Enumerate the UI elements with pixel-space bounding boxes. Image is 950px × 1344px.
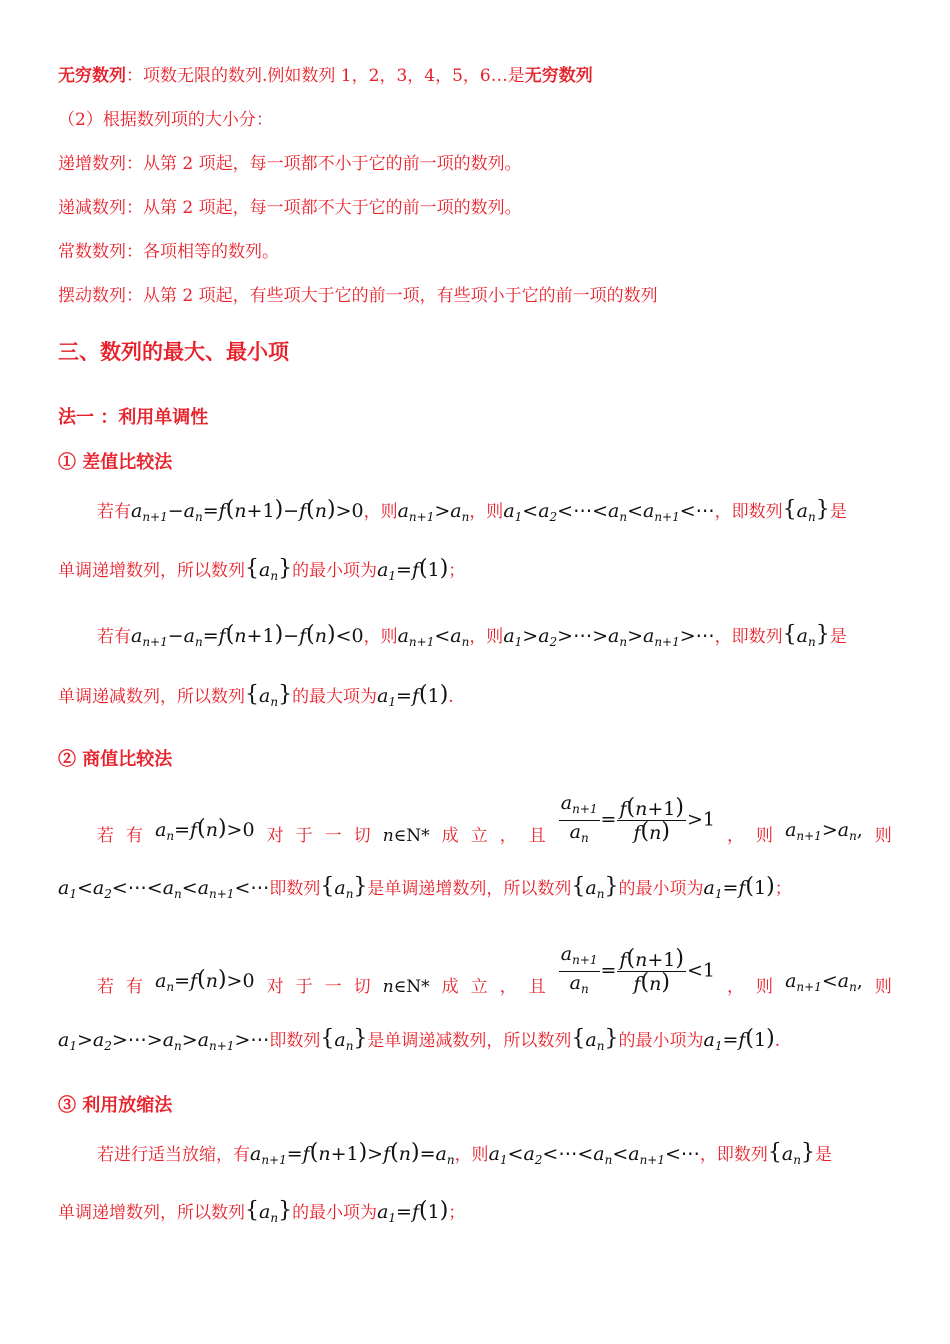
formula-decreasing-chain: $a_1>a_2>\cdots>a_n>a_{n+1}>\cdots$ — [503, 625, 715, 649]
formula-scaling: $a_{n+1}=f(n+1)>f(n)=a_n$ — [250, 1140, 455, 1167]
scaling-line2: 单调递增数列，所以数列$\{a_n\}$的最小项为$a_1=f(1)$； — [58, 1198, 466, 1225]
infinite-sequence-line — [58, 64, 892, 88]
formula-diff-neg: $a_{n+1}-a_n=f(n+1)-f(n)<0$ — [131, 622, 364, 649]
quotient-decreasing-line2: $a_1>a_2>\cdots>a_n>a_{n+1}>\cdots$即数列$\{a_n\}$是单调递减数列，所以数列$\{a_n\}$的最小项为$a_1=f(1)$. — [58, 1026, 781, 1053]
classify-by-size: （2）根据数列项的大小分： — [58, 110, 273, 130]
infinite-sequence-def: ：项数无限的数列.例如数列 1，2，3，4，5，6…是 — [126, 66, 525, 86]
formula-ratio-gt-1: $\frac{a_{n+1}}{a_n}$ = $\frac{f(n+1)}{f(n)}$ >1 — [560, 792, 715, 845]
decreasing-sequence-def: 递减数列：从第 2 项起，每一项都不大于它的前一项的数列。 — [58, 198, 522, 218]
quotient-increasing-line2: $a_1<a_2<\cdots<a_n<a_{n+1}<\cdots$即数列$\{a_n\}$是单调递增数列，所以数列$\{a_n\}$的最小项为$a_1=f(1)$； — [58, 874, 792, 901]
subsection-quotient: ② 商值比较法 — [58, 749, 173, 770]
formula-an-positive: $a_n=f(n)>0$ — [155, 816, 255, 843]
difference-increasing-line2: 单调递增数列，所以数列$\{a_n\}$的最小项为$a_1=f(1)$； — [58, 556, 466, 583]
oscillating-sequence-def: 摆动数列：从第 2 项起，有些项大于它的前一项，有些项小于它的前一项的数列 — [58, 286, 658, 306]
method-title: 法一 ：利用单调性 — [58, 407, 209, 428]
subsection-scaling: ③ 利用放缩法 — [58, 1095, 173, 1116]
formula-ratio-lt-1: $\frac{a_{n+1}}{a_n}$ = $\frac{f(n+1)}{f(n)}$ <1 — [560, 943, 715, 996]
increasing-sequence-def: 递增数列：从第 2 项起，每一项都不小于它的前一项的数列。 — [58, 154, 522, 174]
formula-increasing-chain: $a_1<a_2<\cdots<a_n<a_{n+1}<\cdots$ — [503, 500, 715, 524]
subsection-difference: ① 差值比较法 — [58, 452, 173, 473]
difference-increasing-line1: 若有$a_{n+1}-a_n=f(n+1)-f(n)>0$，则$a_{n+1}>a_n$，则$a_1<a_2<\cdots<a_n<a_{n+1}<\cdots$，即数列$\{a_n\}$是 — [97, 497, 847, 524]
constant-sequence-def: 常数数列：各项相等的数列。 — [58, 242, 279, 262]
term-infinite-sequence-2: 无穷数列 — [524, 66, 593, 86]
formula-max-term: $a_1=f(1)$ — [377, 682, 449, 709]
formula-diff-pos: $a_{n+1}-a_n=f(n+1)-f(n)>0$ — [131, 497, 364, 524]
difference-decreasing-line1: 若有$a_{n+1}-a_n=f(n+1)-f(n)<0$，则$a_{n+1}<a_n$，则$a_1>a_2>\cdots>a_n>a_{n+1}>\cdots$，即数列$\{a_n\}$是 — [97, 622, 847, 649]
scaling-line1: 若进行适当放缩，有$a_{n+1}=f(n+1)>f(n)=a_n$，则$a_1<a_2<\cdots<a_n<a_{n+1}<\cdots$，即数列$\{a_n\}$是 — [97, 1140, 832, 1167]
section-title: 三、数列的最大、最小项 — [58, 339, 289, 364]
formula-min-term: $a_1=f(1)$ — [377, 556, 449, 583]
quotient-increasing-line1: 若 有 $a_n=f(n)>0$ 对 于 一 切 n∈N* 成 立 ， 且 $\frac{a_{n+1}}{a_n}$ = $\frac{f(n+1)}{f(n)}$ >1 ， 则 $a_{n+1}>a_n$, 则 — [97, 792, 892, 846]
difference-decreasing-line2: 单调递减数列，所以数列$\{a_n\}$的最大项为$a_1=f(1)$. — [58, 682, 454, 709]
quotient-decreasing-line1: 若 有 $a_n=f(n)>0$ 对 于 一 切 n∈N* 成 立 ， 且 $\frac{a_{n+1}}{a_n}$ = $\frac{f(n+1)}{f(n)}$ <1 ， 则 $a_{n+1}<a_n$, 则 — [97, 943, 892, 997]
term-infinite-sequence: 无穷数列 — [58, 66, 126, 86]
